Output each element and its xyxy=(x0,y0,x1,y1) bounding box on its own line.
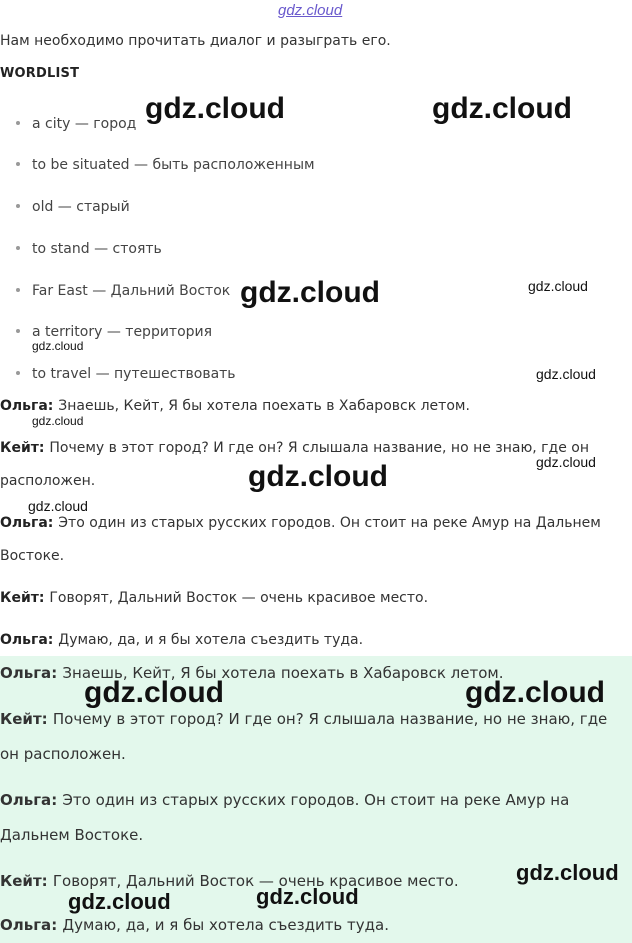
watermark: gdz.cloud xyxy=(240,276,380,309)
wordlist-item-text: a city — город xyxy=(32,116,137,132)
answer-text: Знаешь, Кейт, Я бы хотела поехать в Хабаровск летом. xyxy=(62,664,504,682)
dialogue-line: Ольга: Это один из старых русских городов. Он стоит на реке Амур на Дальнем xyxy=(0,515,601,531)
bullet-icon xyxy=(16,288,20,292)
speaker-name: Ольга xyxy=(0,632,48,648)
answer-line-continued: Дальнем Востоке. xyxy=(0,826,144,844)
watermark: gdz.cloud xyxy=(528,278,588,294)
intro-text: Нам необходимо прочитать диалог и разыграть его. xyxy=(0,33,391,49)
dialogue-text: Говорят, Дальний Восток — очень красивое место. xyxy=(49,590,429,606)
answer-text: Говорят, Дальний Восток — очень красивое место. xyxy=(52,872,459,890)
watermark: gdz.cloud xyxy=(248,460,388,493)
bullet-icon xyxy=(16,246,20,250)
dialogue-text: Думаю, да, и я бы хотела съездить туда. xyxy=(58,632,364,648)
wordlist-item xyxy=(16,366,236,382)
dialogue-text: Знаешь, Кейт, Я бы хотела поехать в Хабаровск летом. xyxy=(58,398,470,414)
bullet-icon xyxy=(16,371,20,375)
dialogue-text: Это один из старых русских городов. Он стоит на реке Амур на Дальнем xyxy=(58,515,601,531)
bullet-icon xyxy=(16,204,20,208)
wordlist-item xyxy=(16,324,212,340)
answer-text: Это один из старых русских городов. Он стоит на реке Амур на xyxy=(62,791,570,809)
watermark: gdz.cloud xyxy=(28,498,88,514)
speaker-name: Ольга xyxy=(0,664,52,682)
watermark: gdz.cloud xyxy=(432,92,572,125)
watermark: gdz.cloud xyxy=(536,454,596,470)
watermark: gdz.cloud xyxy=(536,366,596,382)
watermark: gdz.cloud xyxy=(516,860,619,885)
watermark: gdz.cloud xyxy=(32,414,84,428)
speaker-name: Ольга xyxy=(0,916,52,934)
header-watermark-link[interactable]: gdz.cloud xyxy=(278,2,343,19)
speaker-name: Ольга xyxy=(0,791,52,809)
answer-line: Кейт: Почему в этот город? И где он? Я слышала название, но не знаю, где xyxy=(0,710,608,728)
answer-line: Ольга: Знаешь, Кейт, Я бы хотела поехать в Хабаровск летом. xyxy=(0,664,504,682)
wordlist-item xyxy=(16,116,136,132)
dialogue-line-continued: Востоке. xyxy=(0,548,65,564)
watermark: gdz.cloud xyxy=(84,676,224,709)
watermark: gdz.cloud xyxy=(465,676,605,709)
wordlist-item-text: old — старый xyxy=(32,199,130,215)
answer-line: Кейт: Говорят, Дальний Восток — очень красивое место. xyxy=(0,872,459,890)
wordlist-item xyxy=(16,241,162,257)
answer-line-continued: он расположен. xyxy=(0,745,126,763)
answer-text: Думаю, да, и я бы хотела съездить туда. xyxy=(62,916,389,934)
wordlist-item xyxy=(16,157,315,173)
wordlist-item-text: to stand — стоять xyxy=(32,241,162,257)
watermark: gdz.cloud xyxy=(145,92,285,125)
answer-line: Ольга: Это один из старых русских городов. Он стоит на реке Амур на xyxy=(0,791,570,809)
wordlist-item-text: a territory — территория xyxy=(32,324,213,340)
speaker-name: Кейт xyxy=(0,710,42,728)
wordlist-item-text: to be situated — быть расположенным xyxy=(32,157,315,173)
dialogue-line: Ольга: Думаю, да, и я бы хотела съездить туда. xyxy=(0,632,364,648)
speaker-name: Кейт xyxy=(0,590,39,606)
answer-text: Почему в этот город? И где он? Я слышала название, но не знаю, где xyxy=(52,710,608,728)
bullet-icon xyxy=(16,121,20,125)
bullet-icon xyxy=(16,162,20,166)
speaker-name: Кейт xyxy=(0,872,42,890)
speaker-name: Ольга xyxy=(0,515,48,531)
wordlist-item xyxy=(16,283,230,299)
speaker-name: Ольга xyxy=(0,398,48,414)
dialogue-line: Кейт: Почему в этот город? И где он? Я слышала название, но не знаю, где он xyxy=(0,440,589,456)
dialogue-line: Кейт: Говорят, Дальний Восток — очень красивое место. xyxy=(0,590,429,606)
speaker-name: Кейт xyxy=(0,440,39,456)
wordlist-title: WORDLIST xyxy=(0,66,80,81)
watermark: gdz.cloud xyxy=(68,889,171,914)
wordlist-item xyxy=(16,199,130,215)
answer-line: Ольга: Думаю, да, и я бы хотела съездить туда. xyxy=(0,916,389,934)
wordlist-item-text: Far East — Дальний Восток xyxy=(32,283,231,299)
watermark: gdz.cloud xyxy=(32,339,84,353)
dialogue-text: Почему в этот город? И где он? Я слышала название, но не знаю, где он xyxy=(49,440,589,456)
watermark: gdz.cloud xyxy=(256,884,359,909)
dialogue-line: Ольга: Знаешь, Кейт, Я бы хотела поехать в Хабаровск летом. xyxy=(0,398,470,414)
bullet-icon xyxy=(16,329,20,333)
dialogue-line-continued: расположен. xyxy=(0,473,96,489)
wordlist-item-text: to travel — путешествовать xyxy=(32,366,236,382)
